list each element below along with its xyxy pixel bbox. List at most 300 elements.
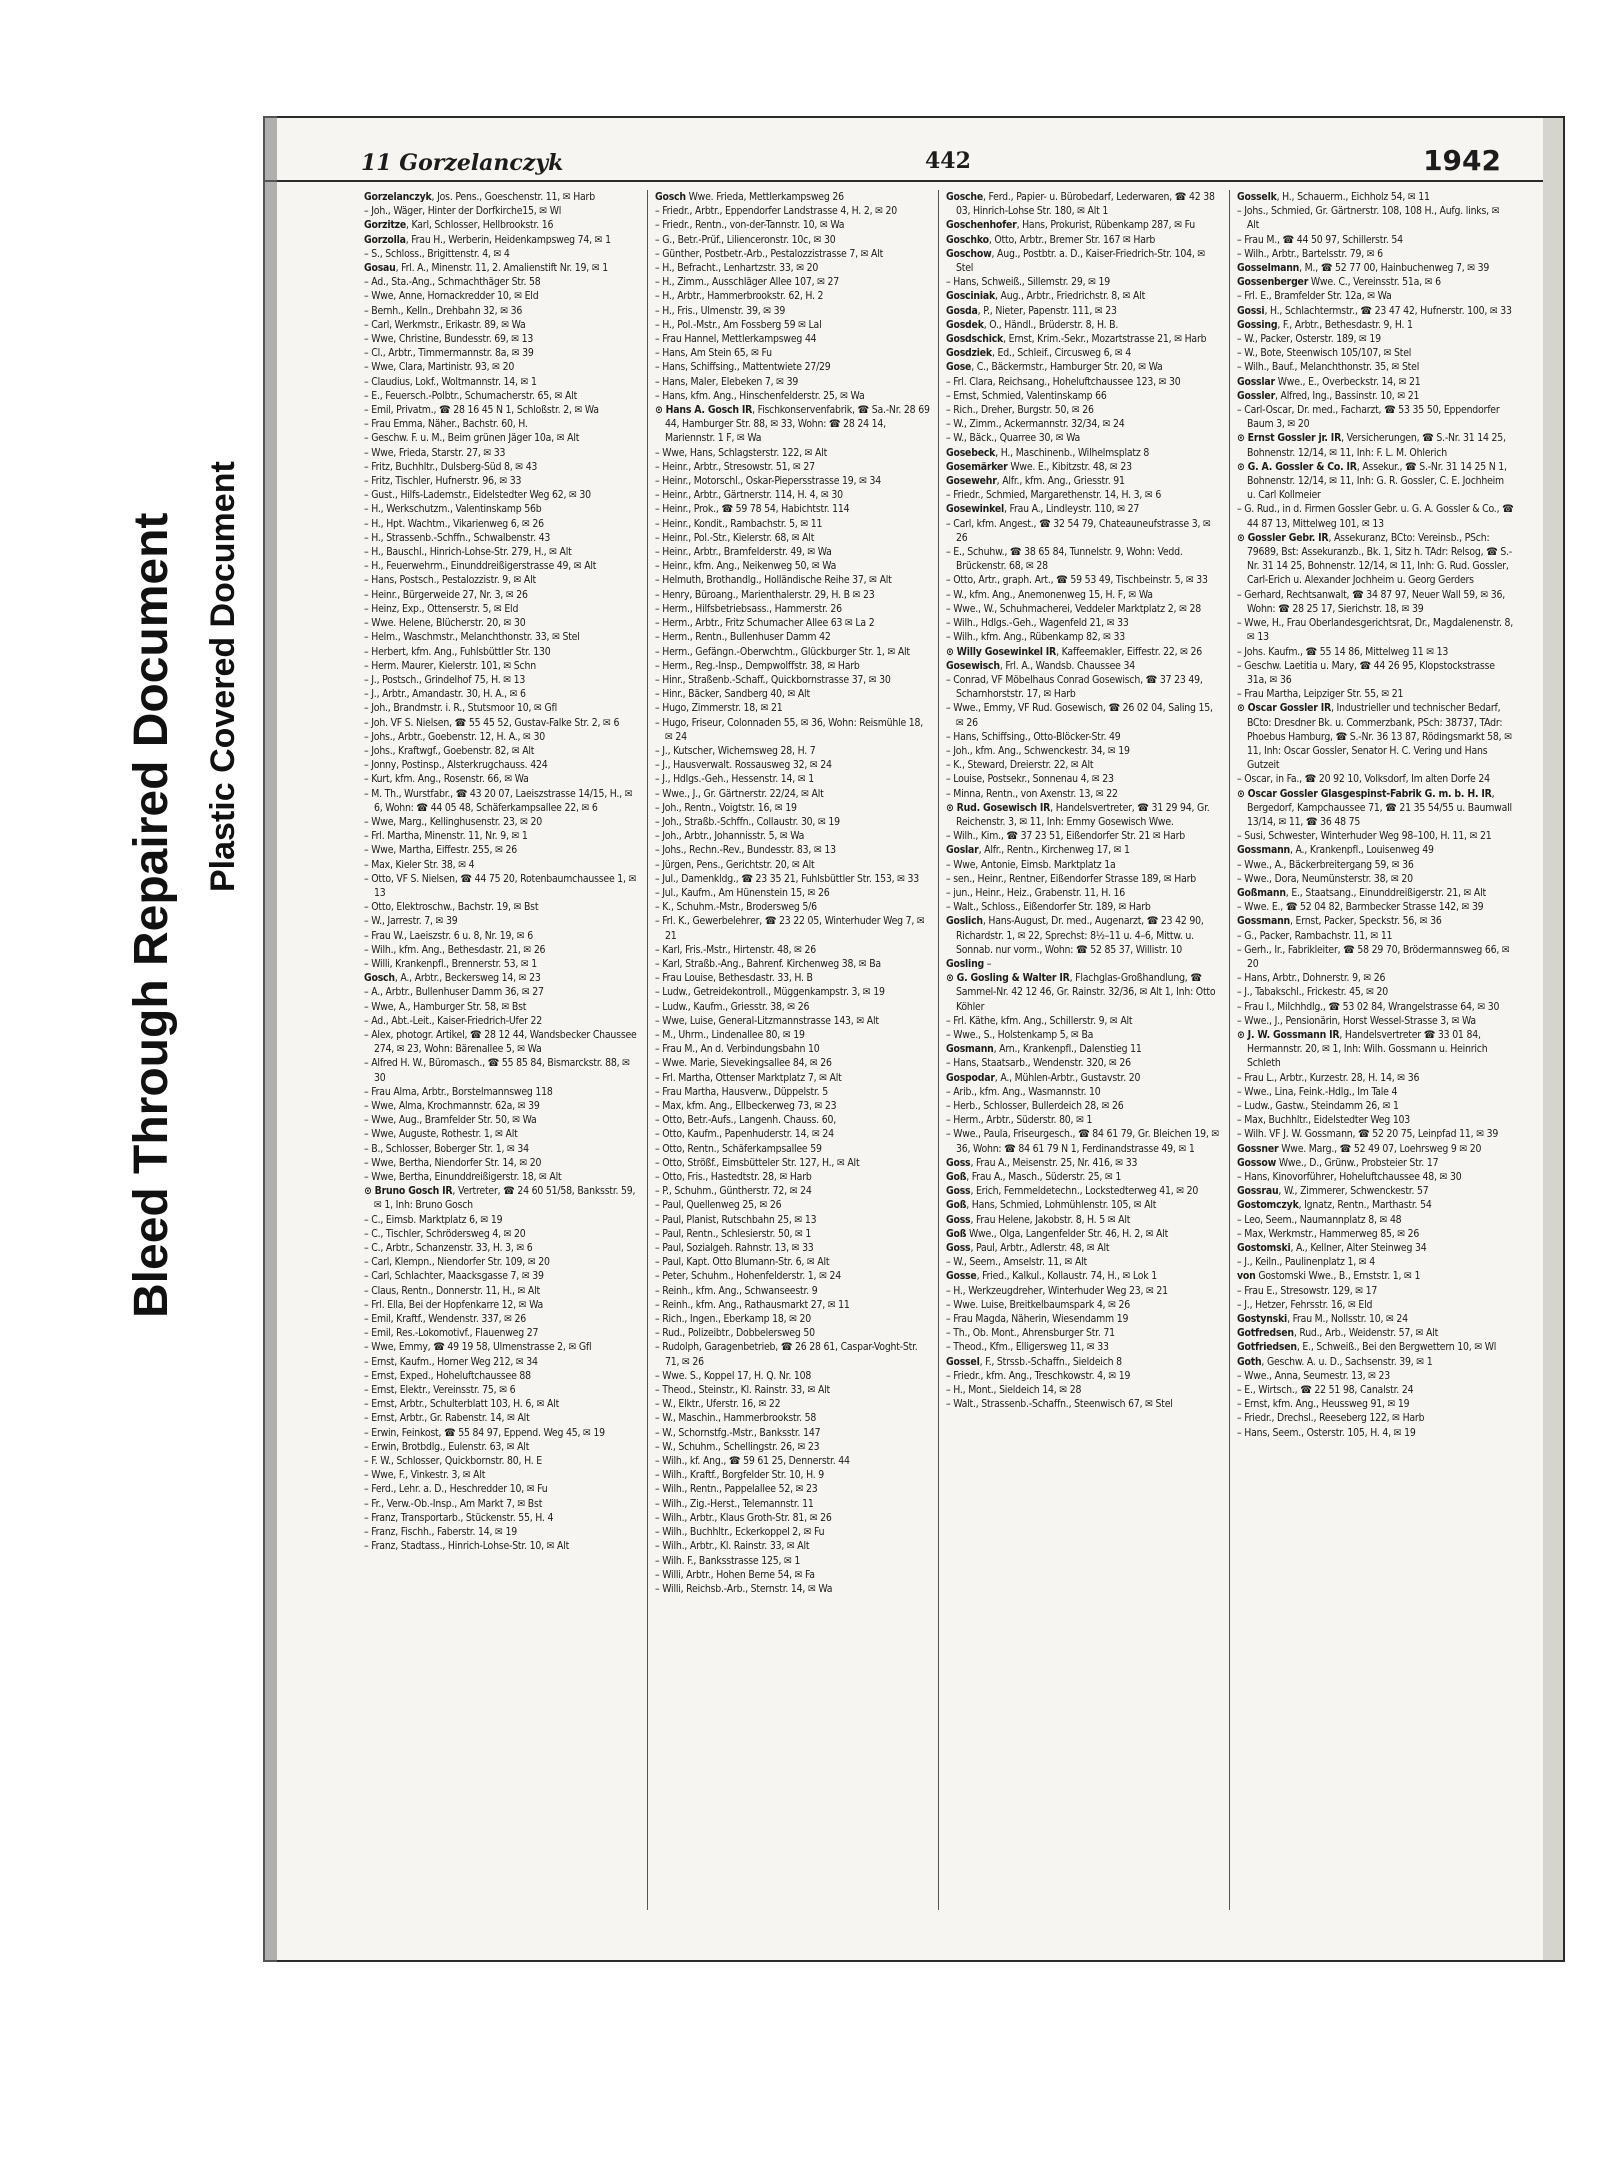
directory-entry: – Wwe, Aug., Bramfelder Str. 50, ✉ Wa — [364, 1114, 537, 1127]
column-4 — [1230, 190, 1521, 1910]
directory-entry: – Herb., Schlosser, Bullerdeich 28, ✉ 26 — [946, 1100, 1124, 1112]
directory-entry: Goslar, Alfr., Rentn., Kirchenweg 17, ✉ 1 — [946, 844, 1130, 857]
directory-entry: – Wwe., Dora, Neumünsterstr. 38, ✉ 20 — [1237, 872, 1413, 885]
directory-entry: – Ernst, kfm. Ang., Heussweg 91, ✉ 19 — [1237, 1398, 1410, 1411]
directory-entry: – W., Elktr., Uferstr. 16, ✉ 22 — [655, 1398, 781, 1411]
directory-entry: – Frl. Martha, Minenstr. 11, Nr. 9, ✉ 1 — [364, 830, 528, 843]
directory-entry: – Herm., Arbtr., Süderstr. 80, ✉ 1 — [946, 1114, 1093, 1127]
directory-entry: ⊙ Ernst Gossler jr. IR, Versicherungen, ☎ S.-Nr. 31 14 25, Bohnenstr. 12/14, ✉ 11, Inh: F. L. M. Ohlerich — [1237, 432, 1506, 459]
directory-entry: – Walt., Strassenb.-Schaffn., Steenwisch 67, ✉ Stel — [946, 1398, 1173, 1411]
directory-entry: Gosdek, O., Händl., Brüderstr. 8, H. B. — [946, 318, 1119, 331]
directory-entry: – Hinr., Bäcker, Sandberg 40, ✉ Alt — [655, 688, 810, 701]
directory-entry: – Joh., kfm. Ang., Schwenckestr. 34, ✉ 19 — [946, 744, 1130, 757]
directory-entry: – W., Seem., Amselstr. 11, ✉ Alt — [946, 1256, 1088, 1269]
directory-entry: – Ludw., Gastw., Steindamm 26, ✉ 1 — [1237, 1100, 1399, 1112]
directory-entry: – Günther, Postbetr.-Arb., Pestalozzistrasse 7, ✉ Alt — [655, 247, 884, 260]
directory-entry: – Wwe, Luise, General-Litzmannstrasse 143, ✉ Alt — [655, 1014, 879, 1027]
directory-entry: – G., Betr.-Prüf., Lilienceronstr. 10c, ✉ 30 — [655, 233, 836, 246]
directory-entry: Goschenhofer, Hans, Prokurist, Rübenkamp 287, ✉ Fu — [946, 219, 1195, 232]
directory-entry: – Frau Martha, Leipziger Str. 55, ✉ 21 — [1237, 688, 1404, 701]
directory-entry: Gospodar, A., Mühlen-Arbtr., Gustavstr. 20 — [946, 1071, 1141, 1084]
directory-entry: ⊙ Oscar Gossler IR, Industrieller und technischer Bedarf, BCto: Dresdner Bk. u. Commerzbank, PSch: 38737, TAdr: Phoebus Hamburg, ☎ S.-Nr. 36 13 87, Rödingsmarkt 58, ✉ 11, Inh: Oscar Gossler, Senator H. C. Vering und Hans Gutzeit — [1237, 702, 1512, 772]
directory-entry: Gosselmann, M., ☎ 52 77 00, Hainbuchenweg 7, ✉ 39 — [1237, 262, 1490, 275]
directory-entry: – Franz, Stadtass., Hinrich-Lohse-Str. 10, ✉ Alt — [364, 1540, 570, 1553]
directory-entry: – Otto, Kaufm., Papenhuderstr. 14, ✉ 24 — [655, 1128, 834, 1141]
directory-entry: – Wwe, Christine, Bundesstr. 69, ✉ 13 — [364, 333, 534, 346]
directory-entry: – Otto, Strößf., Eimsbütteler Str. 127, H., ✉ Alt — [655, 1156, 860, 1169]
directory-entry: Gosselk, H., Schauerm., Eichholz 54, ✉ 11 — [1237, 191, 1430, 203]
directory-entry: – Peter, Schuhm., Hohenfelderstr. 1, ✉ 24 — [655, 1270, 841, 1283]
directory-entry: – Ludw., Getreidekontroll., Müggenkampstr. 3, ✉ 19 — [655, 986, 885, 999]
directory-entry: – H., Werkzeugdreher, Winterhuder Weg 23, ✉ 21 — [946, 1284, 1168, 1297]
directory-entry: – Emil, Privatm., ☎ 28 16 45 N 1, Schloßstr. 2, ✉ Wa — [364, 404, 599, 417]
directory-entry: – H., Bauschl., Hinrich-Lohse-Str. 279, H., ✉ Alt — [364, 546, 572, 559]
directory-columns — [357, 190, 1521, 1910]
directory-entry: – C., Tischler, Schrödersweg 4, ✉ 20 — [364, 1227, 526, 1240]
directory-entry: – Wilh., kf. Ang., ☎ 59 61 25, Dennerstr. 44 — [655, 1455, 850, 1468]
directory-entry: – Wwe. Marie, Sievekingsallee 84, ✉ 26 — [655, 1057, 832, 1070]
directory-entry: – Jürgen, Pens., Gerichtstr. 20, ✉ Alt — [655, 858, 815, 871]
directory-entry: – W., Jarrestr. 7, ✉ 39 — [364, 915, 458, 928]
directory-entry: – Hans, Schiffsing., Mattentwiete 27/29 — [655, 361, 831, 374]
directory-entry: Gossrau, W., Zimmerer, Schwenckestr. 57 — [1237, 1185, 1429, 1198]
directory-entry: – Jul., Kaufm., Am Hünenstein 15, ✉ 26 — [655, 886, 830, 899]
directory-entry: Gorzitze, Karl, Schlosser, Hellbrookstr. 16 — [364, 219, 554, 232]
directory-entry: – Wwe., Paula, Friseurgesch., ☎ 84 61 79, Gr. Bleichen 19, ✉ 36, Wohn: ☎ 84 61 79 N 1, Ferdinandstrasse 49, ✉ 1 — [946, 1128, 1220, 1155]
directory-entry: – M. Th., Wurstfabr., ☎ 43 20 07, Laeiszstrasse 14/15, H., ✉ 6, Wohn: ☎ 44 05 48, Schäferkampsallee 22, ✉ 6 — [364, 787, 633, 814]
directory-entry: – E., Feuersch.-Polbtr., Schumacherstr. 65, ✉ Alt — [364, 389, 578, 402]
directory-entry: – Wilh., Buchhltr., Eckerkoppel 2, ✉ Fu — [655, 1526, 825, 1539]
directory-entry: – Franz, Transportarb., Stückenstr. 55, H. 4 — [364, 1511, 554, 1524]
directory-entry: – Wwe., J., Pensionärin, Horst Wessel-Strasse 3, ✉ Wa — [1237, 1014, 1476, 1027]
directory-entry: Gosewinkel, Frau A., Lindleystr. 110, ✉ 27 — [946, 503, 1140, 516]
directory-entry: ⊙ Bruno Gosch IR, Vertreter, ☎ 24 60 51/58, Banksstr. 59, ✉ 1, Inh: Bruno Gosch — [364, 1185, 636, 1212]
directory-entry: Goßmann, E., Staatsang., Einunddreißigerstr. 21, ✉ Alt — [1237, 886, 1486, 899]
directory-entry: – Geschw. Laetitia u. Mary, ☎ 44 26 95, Klopstockstrasse 31a, ✉ 36 — [1237, 659, 1495, 686]
directory-entry: – Hans, Maler, Elebeken 7, ✉ 39 — [655, 375, 799, 388]
directory-entry: – H., Werkschutzm., Valentinskamp 56b — [364, 503, 542, 516]
directory-entry: – Joh., Wäger, Hinter der Dorfkirche15, ✉ Wl — [364, 205, 562, 218]
directory-entry: – Th., Ob. Mont., Ahrensburger Str. 71 — [946, 1327, 1115, 1340]
directory-entry: – Frau Alma, Arbtr., Borstelmannsweg 118 — [364, 1085, 553, 1098]
directory-entry: – Otto, Artr., graph. Art., ☎ 59 53 49, Tischbeinstr. 5, ✉ 33 — [946, 574, 1208, 587]
directory-entry: – jun., Heinr., Heiz., Grabenstr. 11, H. 16 — [946, 886, 1125, 899]
directory-entry: – W., Packer, Osterstr. 189, ✉ 19 — [1237, 333, 1381, 346]
directory-entry: – Wwe., J., Gr. Gärtnerstr. 22/24, ✉ Alt — [655, 787, 824, 800]
column-3 — [939, 190, 1230, 1910]
directory-entry: Goschow, Aug., Postbtr. a. D., Kaiser-Friedrich-Str. 104, ✉ Stel — [946, 247, 1206, 275]
directory-entry: – Wilh., kfm. Ang., Bethesdastr. 21, ✉ 26 — [364, 943, 546, 956]
directory-entry: – Joh., Arbtr., Johannisstr. 5, ✉ Wa — [655, 830, 805, 843]
directory-entry: – J., Postsch., Grindelhof 75, H. ✉ 13 — [364, 673, 526, 686]
directory-entry: – Wwe. Helene, Blücherstr. 20, ✉ 30 — [364, 617, 526, 630]
directory-entry: – Herbert, kfm. Ang., Fuhlsbüttler Str. 130 — [364, 645, 551, 658]
directory-entry: – Carl, Werkmstr., Erikastr. 89, ✉ Wa — [364, 318, 526, 331]
directory-entry: – Carl, kfm. Angest., ☎ 32 54 79, Chateauneufstrasse 3, ✉ 26 — [946, 517, 1211, 544]
directory-entry: – Rudolph, Garagenbetrieb, ☎ 26 28 61, Caspar-Voght-Str. 71, ✉ 26 — [655, 1341, 918, 1368]
directory-entry: – Theod., Kfm., Elligersweg 11, ✉ 33 — [946, 1341, 1109, 1354]
directory-entry: – Otto, VF S. Nielsen, ☎ 44 75 20, Rotenbaumchaussee 1, ✉ 13 — [364, 872, 637, 899]
directory-entry: – Wwe. Luise, Breitkelbaumspark 4, ✉ 26 — [946, 1298, 1130, 1311]
directory-entry: – Ernst, Arbtr., Schulterblatt 103, H. 6, ✉ Alt — [364, 1398, 560, 1411]
directory-entry: – Max, Buchhltr., Eidelstedter Weg 103 — [1237, 1114, 1411, 1127]
directory-entry: – Frau Emma, Näher., Bachstr. 60, H. — [364, 418, 528, 431]
directory-entry: – Friedr., Schmied, Margarethenstr. 14, H. 3, ✉ 6 — [946, 489, 1162, 502]
directory-entry: – Herm., Gefängn.-Oberwchtm., Glückburger Str. 1, ✉ Alt — [655, 645, 910, 658]
directory-entry: Gosche, Ferd., Papier- u. Bürobedarf, Lederwaren, ☎ 42 38 03, Hinrich-Lohse Str. 180, ✉ Alt 1 — [946, 191, 1215, 218]
directory-entry: – Emil, Kraftf., Wendenstr. 337, ✉ 26 — [364, 1313, 527, 1326]
directory-entry: – Wilh., Arbtr., Klaus Groth-Str. 81, ✉ 26 — [655, 1511, 832, 1524]
directory-entry: Goss, Frau A., Meisenstr. 25, Nr. 416, ✉ 33 — [946, 1156, 1138, 1169]
directory-entry: – Wwe, Auguste, Rothestr. 1, ✉ Alt — [364, 1128, 518, 1141]
directory-entry: – Reinh., kfm. Ang., Rathausmarkt 27, ✉ 11 — [655, 1298, 850, 1311]
directory-entry: – Ernst, Arbtr., Gr. Rabenstr. 14, ✉ Alt — [364, 1412, 530, 1425]
directory-entry: – Erwin, Feinkost, ☎ 55 84 97, Eppend. Weg 45, ✉ 19 — [364, 1426, 605, 1439]
page-edge-shade — [1543, 118, 1563, 1962]
directory-entry: – Heinr., Arbtr., Gärtnerstr. 114, H. 4, ✉ 30 — [655, 489, 843, 502]
directory-entry: – J., Hausverwalt. Rossausweg 32, ✉ 24 — [655, 759, 832, 772]
directory-entry: – W., Zimm., Ackermannstr. 32/34, ✉ 24 — [946, 418, 1125, 431]
directory-entry: – Wilh., Zig.-Herst., Telemannstr. 11 — [655, 1497, 814, 1510]
directory-entry: – Friedr., Drechsl., Reeseberg 122, ✉ Harb — [1237, 1412, 1425, 1425]
directory-entry: – H., Zimm., Ausschläger Allee 107, ✉ 27 — [655, 276, 839, 289]
directory-entry: Gosling – — [946, 957, 992, 970]
directory-entry: – Frl. K., Gewerbelehrer, ☎ 23 22 05, Winterhuder Weg 7, ✉ 21 — [655, 915, 925, 942]
directory-entry: – Hans, Postsch., Pestalozzistr. 9, ✉ Alt — [364, 574, 536, 587]
directory-entry: – H., Mont., Sieldeich 14, ✉ 28 — [946, 1384, 1082, 1397]
directory-entry: ⊙ Oscar Gossler Glasgespinst-Fabrik G. m. b. H. IR, Bergedorf, Kampchaussee 71, ☎ 21 35 54/55 u. Baumwall 13/14, ✉ 11, ☎ 36 48 75 — [1237, 787, 1512, 828]
directory-entry: – J., Keiln., Paulinenplatz 1, ✉ 4 — [1237, 1256, 1375, 1269]
directory-entry: – J., Tabakschl., Frickestr. 45, ✉ 20 — [1237, 986, 1389, 999]
directory-entry: – Joh. VF S. Nielsen, ☎ 55 45 52, Gustav-Falke Str. 2, ✉ 6 — [364, 716, 620, 729]
directory-entry: Gosch Wwe. Frieda, Mettlerkampsweg 26 — [655, 191, 844, 203]
directory-entry: – H., Pol.-Mstr., Am Fossberg 59 ✉ Lal — [655, 318, 822, 331]
directory-entry: – Fritz, Tischler, Hufnerstr. 96, ✉ 33 — [364, 475, 522, 488]
directory-entry: – Helmuth, Brothandlg., Holländische Reihe 37, ✉ Alt — [655, 574, 892, 587]
directory-entry: Goß Wwe., Olga, Langenfelder Str. 46, H. 2, ✉ Alt — [946, 1227, 1169, 1240]
directory-entry: – Hans, Schiffsing., Otto-Blöcker-Str. 49 — [946, 730, 1121, 743]
directory-entry: – Paul, Quellenweg 25, ✉ 26 — [655, 1199, 782, 1212]
directory-entry: – Herm. Maurer, Kielerstr. 101, ✉ Schn — [364, 659, 536, 672]
directory-entry: – F. W., Schlosser, Quickbornstr. 80, H. E — [364, 1455, 542, 1468]
directory-entry: – J., Arbtr., Amandastr. 30, H. A., ✉ 6 — [364, 688, 526, 701]
directory-entry: Goth, Geschw. A. u. D., Sachsenstr. 39, ✉ 1 — [1237, 1355, 1433, 1368]
directory-entry: – Johs., Rechn.-Rev., Bundesstr. 83, ✉ 13 — [655, 844, 836, 857]
directory-entry: – Ernst, Kaufm., Horner Weg 212, ✉ 34 — [364, 1355, 538, 1368]
directory-entry: – Wwe., Anna, Seumestr. 13, ✉ 23 — [1237, 1369, 1391, 1382]
directory-entry: – Wwe, Alma, Krochmannstr. 62a, ✉ 39 — [364, 1100, 540, 1112]
directory-entry: – Alex, photogr. Artikel, ☎ 28 12 44, Wandsbecker Chaussee 274, ✉ 23, Wohn: Bärenallee 5, ✉ Wa — [364, 1028, 637, 1056]
directory-entry: – Willi, Arbtr., Hohen Berne 54, ✉ Fa — [655, 1568, 815, 1581]
directory-entry: – Heinr., Motorschl., Oskar-Piepersstrasse 19, ✉ 34 — [655, 475, 881, 488]
directory-entry: – Joh., Brandmstr. i. R., Stutsmoor 10, ✉ Gfl — [364, 702, 557, 715]
directory-entry: – J., Hetzer, Fehrsstr. 16, ✉ Eld — [1237, 1298, 1373, 1311]
directory-entry: – Herm., Reg.-Insp., Dempwolffstr. 38, ✉ Harb — [655, 659, 860, 672]
directory-entry: – Fr., Verw.-Ob.-Insp., Am Markt 7, ✉ Bst — [364, 1497, 543, 1510]
directory-entry: ⊙ G. Gosling & Walter IR, Flachglas-Großhandlung, ☎ Sammel-Nr. 42 12 46, Gr. Rainstr. 32/36, ✉ Alt 1, Inh: Otto Köhler — [946, 972, 1216, 1013]
directory-entry: – S., Schloss., Brigittenstr. 4, ✉ 4 — [364, 247, 510, 260]
directory-entry: – Paul, Kapt. Otto Blumann-Str. 6, ✉ Alt — [655, 1256, 830, 1269]
header-year: 1942 — [1423, 144, 1501, 177]
directory-entry: Gossow Wwe., D., Grünw., Probsteier Str. 17 — [1237, 1156, 1439, 1169]
directory-entry: – Ernst, Exped., Hoheluftchaussee 88 — [364, 1369, 531, 1382]
directory-entry: – Wwe, H., Frau Oberlandesgerichtsrat, Dr., Magdalenenstr. 8, ✉ 13 — [1237, 617, 1514, 644]
directory-entry: – Wwe, Anne, Hornackredder 10, ✉ Eld — [364, 290, 539, 303]
directory-entry: – Wwe, Bertha, Einunddreißigerstr. 18, ✉ Alt — [364, 1171, 562, 1184]
directory-entry: – W., Schuhm., Schellingstr. 26, ✉ 23 — [655, 1440, 820, 1453]
directory-entry: – Friedr., kfm. Ang., Treschkowstr. 4, ✉ 19 — [946, 1369, 1131, 1382]
directory-entry: – Max, kfm. Ang., Ellbeckerweg 73, ✉ 23 — [655, 1100, 837, 1112]
directory-entry: – Wwe, Bertha, Niendorfer Str. 14, ✉ 20 — [364, 1156, 542, 1169]
directory-entry: – Ernst, Elektr., Vereinsstr. 75, ✉ 6 — [364, 1384, 516, 1397]
directory-entry: – Ernst, Schmied, Valentinskamp 66 — [946, 389, 1107, 402]
side-label-bleed-through: Bleed Through Repaired Document — [125, 512, 178, 1318]
directory-entry: – Wwe., A., Bäckerbreitergang 59, ✉ 36 — [1237, 858, 1414, 871]
directory-entry: – Carl-Oscar, Dr. med., Facharzt, ☎ 53 35 50, Eppendorfer Baum 3, ✉ 20 — [1237, 404, 1500, 431]
directory-entry: – Heinr., Pol.-Str., Kielerstr. 68, ✉ Alt — [655, 531, 815, 544]
directory-entry: ⊙ Rud. Gosewisch IR, Handelsvertreter, ☎ 31 29 94, Gr. Reichenstr. 3, ✉ 11, Inh: Emmy Gosewisch Wwe. — [946, 801, 1210, 828]
directory-entry: – Wilh., Hdlgs.-Geh., Wagenfeld 21, ✉ 33 — [946, 617, 1129, 630]
column-1 — [357, 190, 648, 1910]
directory-entry: – Ferd., Lehr. a. D., Heschredder 10, ✉ Fu — [364, 1483, 548, 1496]
directory-entry: – Otto, Rentn., Schäferkampsallee 59 — [655, 1142, 822, 1155]
directory-entry: Gossenberger Wwe. C., Vereinsstr. 51a, ✉ 6 — [1237, 276, 1441, 289]
directory-entry: Gosewisch, Frl. A., Wandsb. Chaussee 34 — [946, 659, 1135, 672]
directory-entry: – Wilh. F., Banksstrasse 125, ✉ 1 — [655, 1554, 801, 1567]
directory-entry: – Wilh., Kraftf., Borgfelder Str. 10, H. 9 — [655, 1469, 825, 1482]
directory-entry: – Carl, Klempn., Niendorfer Str. 109, ✉ 20 — [364, 1256, 550, 1269]
directory-entry: – G., Packer, Rambachstr. 11, ✉ 11 — [1237, 929, 1393, 942]
directory-entry: – J., Hdlgs.-Geh., Hessenstr. 14, ✉ 1 — [655, 773, 814, 786]
directory-entry: – Wwe, F., Vinkestr. 3, ✉ Alt — [364, 1469, 486, 1482]
directory-entry: – Otto, Betr.-Aufs., Langenh. Chauss. 60, — [655, 1114, 836, 1127]
directory-entry: – Heinz, Exp., Ottenserstr. 5, ✉ Eld — [364, 602, 519, 615]
directory-entry: – Wwe., Lina, Feink.-Hdlg., Im Tale 4 — [1237, 1085, 1398, 1098]
column-2 — [648, 190, 939, 1910]
directory-entry: – Ludw., Kaufm., Griesstr. 38, ✉ 26 — [655, 1000, 810, 1013]
directory-entry: – Wwe, Frieda, Starstr. 27, ✉ 33 — [364, 446, 506, 459]
directory-entry: – Claudius, Lokf., Woltmannstr. 14, ✉ 1 — [364, 375, 537, 388]
directory-entry: – Hans, Seem., Osterstr. 105, H. 4, ✉ 19 — [1237, 1426, 1416, 1439]
directory-entry: – Heinr., Kondit., Rambachstr. 5, ✉ 11 — [655, 517, 823, 530]
directory-entry: Gosciniak, Aug., Arbtr., Friedrichstr. 8, ✉ Alt — [946, 290, 1146, 303]
directory-entry: – Wwe. S., Koppel 17, H. Q. Nr. 108 — [655, 1369, 812, 1382]
directory-entry: – Frau M., An d. Verbindungsbahn 10 — [655, 1043, 820, 1056]
directory-entry: – sen., Heinr., Rentner, Eißendorfer Strasse 189, ✉ Harb — [946, 872, 1196, 885]
directory-entry: Goschko, Otto, Arbtr., Bremer Str. 167 ✉ Harb — [946, 233, 1156, 246]
directory-entry: – Frl. Ella, Bei der Hopfenkarre 12, ✉ Wa — [364, 1298, 543, 1311]
directory-entry: – M., Uhrm., Lindenallee 80, ✉ 19 — [655, 1028, 805, 1041]
directory-entry: – Gerh., Ir., Fabrikleiter, ☎ 58 29 70, Brödermannsweg 66, ✉ 20 — [1237, 943, 1510, 970]
directory-entry: – C., Eimsb. Marktplatz 6, ✉ 19 — [364, 1213, 503, 1226]
directory-entry: – Heinr., Prok., ☎ 59 78 54, Habichtstr. 114 — [655, 503, 850, 516]
directory-entry: Gossi, H., Schlachtermstr., ☎ 23 47 42, Hufnerstr. 100, ✉ 33 — [1237, 304, 1512, 317]
directory-entry: – Willi, Reichsb.-Arb., Sternstr. 14, ✉ Wa — [655, 1582, 833, 1595]
directory-entry: – Wwe. E., ☎ 52 04 82, Barmbecker Strasse 142, ✉ 39 — [1237, 901, 1484, 914]
directory-entry: – Johs., Arbtr., Goebenstr. 12, H. A., ✉ 30 — [364, 730, 545, 743]
directory-entry: ⊙ Gossler Gebr. IR, Assekuranz, BCto: Vereinsb., PSch: 79689, Bst: Assekuranzb., Bk. 1, Sitz h. TAdr: Relsog, ☎ S.-Nr. 31 14 25, Bohnenstr. 12/14, ✉ 11, Inh: G. Rud. Gossler, Carl-Erich u. Alexander Jochheim u. Georg Gerders — [1237, 531, 1513, 587]
directory-entry: – Bernh., Kelln., Drehbahn 32, ✉ 36 — [364, 304, 523, 317]
directory-entry: – Erwin, Brotbdlg., Eulenstr. 63, ✉ Alt — [364, 1440, 530, 1453]
directory-entry: – Heinr., kfm. Ang., Neikenweg 50, ✉ Wa — [655, 560, 837, 573]
directory-entry: – Reinh., kfm. Ang., Schwanseestr. 9 — [655, 1284, 818, 1297]
directory-entry: – G. Rud., in d. Firmen Gossler Gebr. u. G. A. Gossler & Co., ☎ 44 87 13, Mittelweg 101, ✉ 13 — [1237, 503, 1514, 530]
directory-entry: – Claus, Rentn., Donnerstr. 11, H., ✉ Alt — [364, 1284, 540, 1297]
directory-entry: – Rich., Ingen., Eberkamp 18, ✉ 20 — [655, 1313, 812, 1326]
directory-entry: – Wwe., W., Schuhmacherei, Veddeler Marktplatz 2, ✉ 28 — [946, 602, 1201, 615]
directory-entry: – J., Kutscher, Wichernsweg 28, H. 7 — [655, 744, 816, 757]
directory-entry: Goß, Frau A., Masch., Süderstr. 25, ✉ 1 — [946, 1171, 1122, 1184]
directory-entry: – E., Schuhw., ☎ 38 65 84, Tunnelstr. 9, Wohn: Vedd. Brückenstr. 68, ✉ 28 — [946, 546, 1183, 573]
directory-entry: – Johs. Kaufm., ☎ 55 14 86, Mittelweg 11 ✉ 13 — [1237, 645, 1449, 658]
directory-entry: – Wwe, Martha, Eiffestr. 255, ✉ 26 — [364, 844, 517, 857]
page-header — [265, 118, 1563, 182]
directory-entry: – Wwe, Clara, Martinistr. 93, ✉ 20 — [364, 361, 515, 374]
directory-entry: – Carl, Schlachter, Maacksgasse 7, ✉ 39 — [364, 1270, 544, 1283]
directory-entry: – Ad., Abt.-Leit., Kaiser-Friedrich-Ufer 22 — [364, 1014, 543, 1027]
directory-entry: – W., Maschin., Hammerbrookstr. 58 — [655, 1412, 817, 1425]
directory-entry: – W., Bote, Steenwisch 105/107, ✉ Stel — [1237, 347, 1412, 360]
directory-entry: – H., Fris., Ulmenstr. 39, ✉ 39 — [655, 304, 786, 317]
directory-entry: Gosdziek, Ed., Schleif., Circusweg 6, ✉ 4 — [946, 347, 1132, 360]
directory-entry: Gossmann, A., Krankenpfl., Louisenweg 49 — [1237, 844, 1434, 857]
directory-entry: – Wwe, Hans, Schlagsterstr. 122, ✉ Alt — [655, 446, 828, 459]
directory-entry: – Willi, Krankenpfl., Brennerstr. 53, ✉ 1 — [364, 957, 538, 970]
directory-entry: Gossner Wwe. Marg., ☎ 52 49 07, Loehrsweg 9 ✉ 20 — [1237, 1142, 1482, 1155]
directory-entry: – H., Feuerwehrm., Einunddreißigerstrasse 49, ✉ Alt — [364, 560, 597, 573]
directory-entry: – Frl. Käthe, kfm. Ang., Schillerstr. 9, ✉ Alt — [946, 1014, 1133, 1027]
directory-entry: – Joh., Straßb.-Schffn., Collaustr. 30, ✉ 19 — [655, 815, 840, 828]
directory-entry: – Heinr., Arbtr., Bramfelderstr. 49, ✉ Wa — [655, 546, 832, 559]
directory-entry: – Cl., Arbtr., Timmermannstr. 8a, ✉ 39 — [364, 347, 534, 360]
directory-entry: – Joh., Rentn., Voigtstr. 16, ✉ 19 — [655, 801, 797, 814]
directory-entry: – Max, Werkmstr., Hammerweg 85, ✉ 26 — [1237, 1227, 1420, 1240]
directory-entry: – Hans, Schweiß., Sillemstr. 29, ✉ 19 — [946, 276, 1110, 289]
directory-entry: – H., Strassenb.-Schffn., Schwalbenstr. 43 — [364, 531, 551, 544]
directory-entry: – Ad., Sta.-Ang., Schmachthäger Str. 58 — [364, 276, 541, 289]
directory-entry: – Hans, Arbtr., Dohnerstr. 9, ✉ 26 — [1237, 972, 1386, 985]
header-left: 11 Gorzelanczyk — [361, 150, 564, 176]
directory-entry: Goß, Hans, Schmied, Lohmühlenstr. 105, ✉ Alt — [946, 1199, 1157, 1212]
directory-entry: – Hans, Staatsarb., Wendenstr. 320, ✉ 26 — [946, 1057, 1131, 1070]
directory-entry: – Paul, Rentn., Schlesierstr. 50, ✉ 1 — [655, 1227, 812, 1240]
directory-entry: – Karl, Fris.-Mstr., Hirtenstr. 48, ✉ 26 — [655, 943, 817, 956]
directory-entry: – Helm., Waschmstr., Melanchthonstr. 33, ✉ Stel — [364, 631, 580, 644]
directory-entry: – Frau Hannel, Mettlerkampsweg 44 — [655, 333, 817, 346]
directory-entry: – H., Befracht., Lenhartzstr. 33, ✉ 20 — [655, 262, 819, 275]
directory-entry: – Johs., Schmied, Gr. Gärtnerstr. 108, 108 H., Aufg. links, ✉ Alt — [1237, 205, 1500, 232]
directory-entry: Gosebeck, H., Maschinenb., Wilhelmsplatz 8 — [946, 446, 1150, 459]
directory-entry: Goss, Frau Helene, Jakobstr. 8, H. 5 ✉ Alt — [946, 1213, 1131, 1226]
directory-entry: Gosemärker Wwe. E., Kibitzstr. 48, ✉ 23 — [946, 460, 1132, 473]
directory-entry: – Frau M., ☎ 44 50 97, Schillerstr. 54 — [1237, 233, 1403, 246]
directory-entry: – Wilh. VF J. W. Gossmann, ☎ 52 20 75, Leinpfad 11, ✉ 39 — [1237, 1128, 1499, 1141]
directory-entry: Gostomczyk, Ignatz, Rentn., Marthastr. 54 — [1237, 1199, 1432, 1212]
directory-entry: Gosse, Fried., Kalkul., Kollaustr. 74, H., ✉ Lok 1 — [946, 1270, 1157, 1283]
directory-entry: – H., Hpt. Wachtm., Vikarienweg 6, ✉ 26 — [364, 517, 544, 530]
directory-entry: – Henry, Büroang., Marienthalerstr. 29, H. B ✉ 23 — [655, 588, 875, 601]
directory-entry: Gosda, P., Nieter, Papenstr. 111, ✉ 23 — [946, 304, 1117, 317]
directory-entry: – Karl, Straßb.-Ang., Bahrenf. Kirchenweg 38, ✉ Ba — [655, 957, 881, 970]
directory-entry: Gotfriedsen, E., Schweiß., Bei den Bergwettern 10, ✉ Wl — [1237, 1341, 1497, 1354]
directory-entry: – Wilh., kfm. Ang., Rübenkamp 82, ✉ 33 — [946, 631, 1126, 644]
directory-entry: – Jonny, Postinsp., Alsterkrugchauss. 424 — [364, 759, 548, 772]
directory-entry: Goslich, Hans-August, Dr. med., Augenarzt, ☎ 23 42 90, Richardstr. 1, ✉ 22, Sprechst: 8½–11 u. 4–6, Mittw. u. Sonnab. nur vorm., Wohn: ☎ 52 85 37, Willistr. 10 — [946, 915, 1204, 956]
directory-entry: – K., Schuhm.-Mstr., Brodersweg 5/6 — [655, 901, 817, 914]
directory-entry: – Frl. E., Bramfelder Str. 12a, ✉ Wa — [1237, 290, 1392, 303]
directory-entry: ⊙ Willy Gosewinkel IR, Kaffeemakler, Eiffestr. 22, ✉ 26 — [946, 645, 1203, 658]
page-binding-shadow — [263, 116, 277, 1962]
directory-entry: – Conrad, VF Möbelhaus Conrad Gosewisch, ☎ 37 23 49, Scharnhorststr. 17, ✉ Harb — [946, 673, 1203, 701]
directory-entry: Gorzelanczyk, Jos. Pens., Goeschenstr. 11, ✉ Harb — [364, 191, 595, 203]
directory-entry: – Frau I., Milchhdlg., ☎ 53 02 84, Wrangelstrasse 64, ✉ 30 — [1237, 1000, 1500, 1013]
directory-entry: – W., Bäck., Quarree 30, ✉ Wa — [946, 432, 1081, 445]
directory-entry: – Walt., Schloss., Eißendorfer Str. 189, ✉ Harb — [946, 901, 1151, 914]
directory-entry: – Wilh., Bauf., Melanchthonstr. 35, ✉ Stel — [1237, 361, 1420, 374]
directory-entry: – P., Schuhm., Güntherstr. 72, ✉ 24 — [655, 1185, 812, 1198]
directory-entry: – Geschw. F. u. M., Beim grünen Jäger 10a, ✉ Alt — [364, 432, 580, 445]
directory-entry: – Herm., Arbtr., Fritz Schumacher Allee 63 ✉ La 2 — [655, 617, 875, 630]
directory-entry: – B., Schlosser, Boberger Str. 1, ✉ 34 — [364, 1142, 529, 1155]
directory-entry: – Frau Magda, Näherin, Wiesendamm 19 — [946, 1313, 1129, 1326]
directory-entry: Goss, Paul, Arbtr., Adlerstr. 48, ✉ Alt — [946, 1242, 1110, 1255]
directory-entry: Goss, Erich, Fernmeldetechn., Lockstedterweg 41, ✉ 20 — [946, 1185, 1199, 1198]
directory-entry: Gose, C., Bäckermstr., Hamburger Str. 20, ✉ Wa — [946, 361, 1163, 374]
directory-entry: – Louise, Postsekr., Sonnenau 4, ✉ 23 — [946, 773, 1114, 786]
directory-entry: – Oscar, in Fa., ☎ 20 92 10, Volksdorf, Im alten Dorfe 24 — [1237, 773, 1490, 786]
directory-entry: Gotfredsen, Rud., Arb., Weidenstr. 57, ✉ Alt — [1237, 1327, 1439, 1340]
directory-entry: – W., kfm. Ang., Anemonenweg 15, H. F, ✉ Wa — [946, 588, 1153, 601]
directory-entry: Gosdschick, Ernst, Krim.-Sekr., Mozartstrasse 21, ✉ Harb — [946, 333, 1207, 346]
directory-entry: – Fritz, Buchhltr., Dulsberg-Süd 8, ✉ 43 — [364, 460, 538, 473]
directory-entry: – Frau Martha, Hausverw., Düppelstr. 5 — [655, 1085, 828, 1098]
directory-entry: – Frl. Clara, Reichsang., Hoheluftchaussee 123, ✉ 30 — [946, 375, 1181, 388]
directory-entry: – H., Arbtr., Hammerbrookstr. 62, H. 2 — [655, 290, 824, 303]
directory-entry: – Paul, Sozialgeh. Rahnstr. 13, ✉ 33 — [655, 1242, 814, 1255]
directory-entry: – Gust., Hilfs-Lademstr., Eidelstedter Weg 62, ✉ 30 — [364, 489, 591, 502]
directory-entry: – Wilh., Rentn., Pappelallee 52, ✉ 23 — [655, 1483, 818, 1496]
directory-entry: – Gerhard, Rechtsanwalt, ☎ 34 87 97, Neuer Wall 59, ✉ 36, Wohn: ☎ 28 25 17, Sierichstr. 18, ✉ 39 — [1237, 588, 1506, 615]
directory-entry: – Herm., Hilfsbetriebsass., Hammerstr. 26 — [655, 602, 842, 615]
directory-entry: – Frau L., Arbtr., Kurzestr. 28, H. 14, ✉ 36 — [1237, 1071, 1420, 1084]
directory-entry: – Alfred H. W., Büromasch., ☎ 55 85 84, Bismarckstr. 88, ✉ 30 — [364, 1057, 630, 1084]
directory-entry: Gostynski, Frau M., Nollsstr. 10, ✉ 24 — [1237, 1313, 1408, 1326]
directory-entry: – Hugo, Friseur, Colonnaden 55, ✉ 36, Wohn: Reismühle 18, ✉ 24 — [655, 716, 924, 743]
directory-entry: – Wilh., Arbtr., Bartelsstr. 79, ✉ 6 — [1237, 247, 1383, 260]
directory-entry: – Jul., Damenkldg., ☎ 23 35 21, Fuhlsbüttler Str. 153, ✉ 33 — [655, 872, 920, 885]
directory-entry: – Heinr., Bürgerweide 27, Nr. 3, ✉ 26 — [364, 588, 528, 601]
directory-entry: – Rud., Polizeibtr., Dobbelersweg 50 — [655, 1327, 815, 1340]
directory-entry: Gossler, Alfred, Ing., Bassinstr. 10, ✉ 21 — [1237, 389, 1420, 402]
directory-entry: – Friedr., Rentn., von-der-Tannstr. 10, ✉ Wa — [655, 219, 845, 232]
directory-entry: Gossing, F., Arbtr., Bethesdastr. 9, H. 1 — [1237, 318, 1413, 331]
directory-entry: – Wwe, Emmy, ☎ 49 19 58, Ulmenstrasse 2, ✉ Gfl — [364, 1341, 592, 1354]
directory-entry: – Otto, Elektroschw., Bachstr. 19, ✉ Bst — [364, 901, 539, 914]
directory-entry: – Wilh., Arbtr., Kl. Rainstr. 33, ✉ Alt — [655, 1540, 810, 1553]
directory-entry: – W., Schornstfg.-Mstr., Banksstr. 147 — [655, 1426, 821, 1439]
directory-entry: – Hans, kfm. Ang., Hinschenfelderstr. 25, ✉ Wa — [655, 389, 865, 402]
directory-entry: – Susi, Schwester, Winterhuder Weg 98–100, H. 11, ✉ 21 — [1237, 830, 1492, 843]
directory-entry: – Wwe, A., Hamburger Str. 58, ✉ Bst — [364, 1000, 527, 1013]
directory-entry: – Frau E., Stresowstr. 129, ✉ 17 — [1237, 1284, 1378, 1297]
directory-entry: – E., Wirtsch., ☎ 22 51 98, Canalstr. 24 — [1237, 1384, 1414, 1397]
directory-entry: – Friedr., Arbtr., Eppendorfer Landstrasse 4, H. 2, ✉ 20 — [655, 205, 898, 218]
directory-page — [263, 116, 1565, 1962]
directory-entry: – Franz, Fischh., Faberstr. 14, ✉ 19 — [364, 1526, 517, 1539]
directory-entry: Gossmann, Ernst, Packer, Speckstr. 56, ✉ 36 — [1237, 915, 1442, 928]
directory-entry: – A., Arbtr., Bullenhuser Damm 36, ✉ 27 — [364, 986, 544, 999]
directory-entry: Gosewehr, Alfr., kfm. Ang., Griesstr. 91 — [946, 475, 1125, 488]
